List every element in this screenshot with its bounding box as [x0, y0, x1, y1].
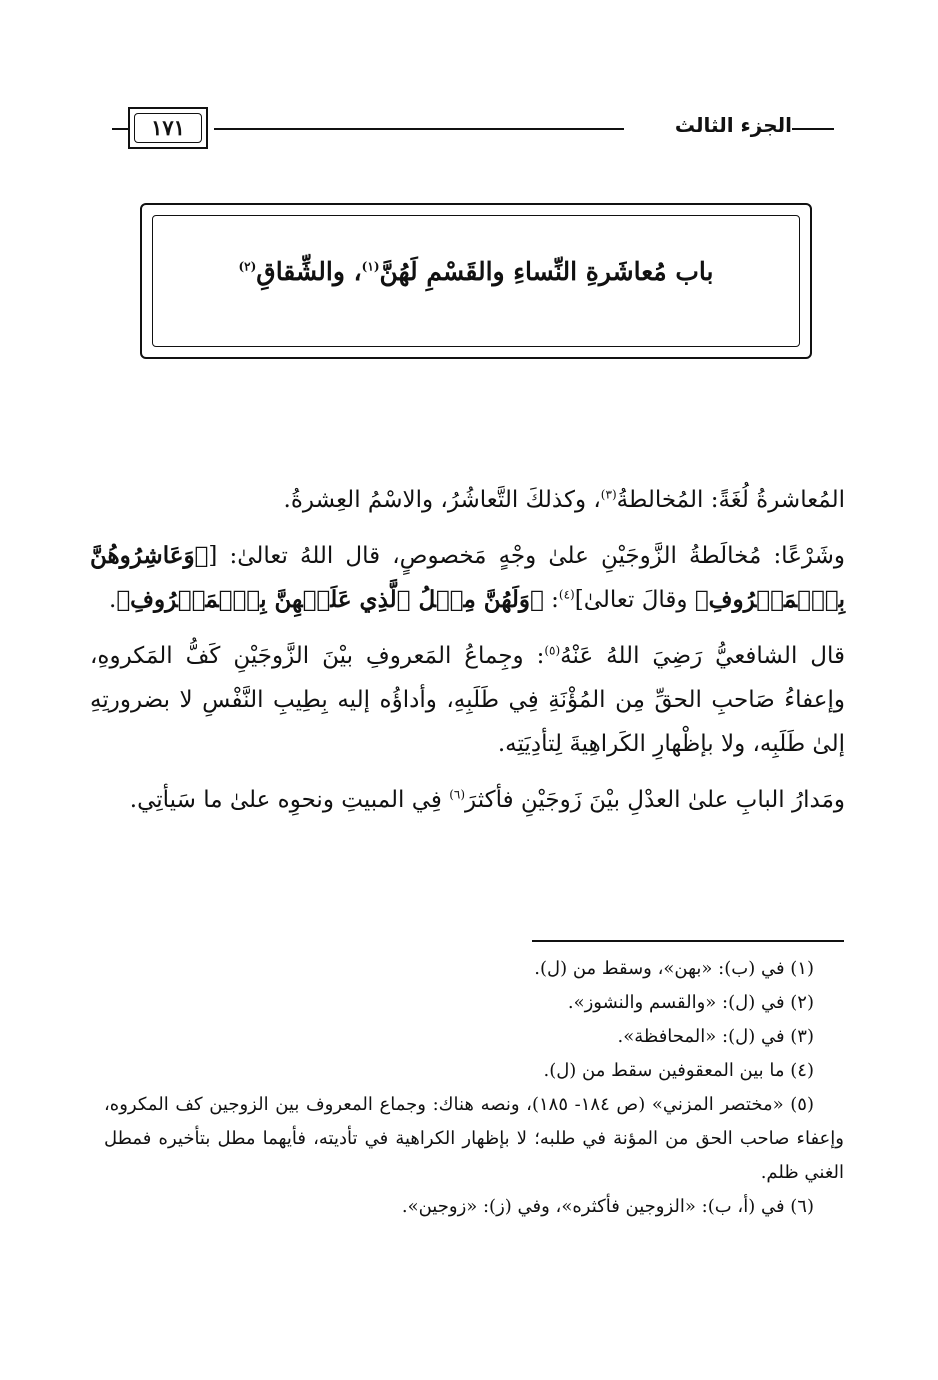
p1-text-b: ، وكذلكَ التَّعاشُرُ، والاسْمُ العِشرةُ. — [283, 487, 601, 513]
footnote-5: (٥) «مختصر المزني» (ص ١٨٤- ١٨٥)، ونصه هناك: وجماع المعروف بين الزوجين كف المكروه، وإعفاء صاحب الحق من المؤنة في طلبه؛ لا بإظهار الكراهية في تأديته، فأيهما مطل بتأخيره فمطل الغني ظلم. — [104, 1094, 844, 1183]
p2-text-a: وشَرْعًا: مُخالَطةُ الزَّوجَيْنِ علىٰ وجْهٍ مَخصوصٍ، قال اللهُ تعالىٰ: [ — [208, 543, 845, 569]
footnote-ref-5[interactable]: (٥) — [544, 643, 561, 658]
volume-title: الجزء الثالث — [674, 113, 792, 137]
chapter-title-frame — [140, 203, 812, 359]
footnotes — [104, 952, 844, 1224]
chapter-title — [142, 257, 810, 286]
footnote-3: (٣) في (ل): «المحافظة». — [617, 1026, 814, 1047]
footnote-ref-2[interactable]: (٢) — [238, 259, 257, 274]
quran-verse-2: ﴿وَلَهُنَّ مِثۡلُ ٱلَّذِي عَلَيۡهِنَّ بِٱلۡمَعۡرُوفِ﴾ — [116, 586, 544, 613]
quran-verse-1: ﴿وَعَاشِرُوهُنَّ بِٱلۡمَعۡرُوفِ﴾ — [90, 542, 845, 613]
p2-text-c: : — [543, 587, 559, 613]
main-text — [90, 478, 845, 834]
paragraph-shafii-quote — [90, 634, 845, 766]
header-rule-middle — [214, 128, 624, 130]
p2-text-d: . — [109, 587, 117, 613]
p4-text-b: فِي المبيتِ ونحوِه علىٰ ما سَيأتِي. — [129, 787, 450, 813]
p3-text-a: قال الشافعيُّ رَضِيَ اللهُ عَنْهُ — [560, 643, 845, 669]
footnote-2: (٢) في (ل): «والقسم والنشوز». — [567, 992, 814, 1013]
page-header — [112, 105, 852, 155]
footnote-4: (٤) ما بين المعقوفين سقط من (ل). — [543, 1060, 814, 1081]
footnote-6: (٦) في (أ، ب): «الزوجين فأكثره»، وفي (ز): «زوجين». — [401, 1196, 814, 1217]
footnote-ref-6[interactable]: (٦) — [449, 787, 466, 802]
footnote-separator — [532, 940, 844, 942]
page-number: ١٧١ — [151, 115, 185, 140]
paragraph-definition-sharia — [90, 534, 845, 622]
paragraph-definition-language — [90, 478, 845, 522]
footnote-ref-1[interactable]: (١) — [361, 259, 380, 274]
header-rule-left — [112, 128, 128, 130]
footnote-ref-3[interactable]: (٣) — [600, 487, 617, 502]
paragraph-chapter-scope — [90, 778, 845, 822]
footnote-1: (١) في (ب): «بهن»، وسقط من (ل). — [534, 958, 814, 979]
p1-text-a: المُعاشرةُ لُغَةً: المُخالطةُ — [616, 487, 845, 513]
chapter-title-part1: باب مُعاشَرةِ النِّساءِ والقَسْمِ لَهُنَّ — [379, 257, 714, 286]
p2-text-b: وقالَ تعالىٰ] — [574, 587, 695, 613]
footnote-ref-4[interactable]: (٤) — [558, 587, 575, 602]
page-number-box — [128, 107, 208, 149]
header-rule-right — [792, 128, 834, 130]
p4-text-a: ومَدارُ البابِ علىٰ العدْلِ بيْنَ زَوجَيْنِ فأكثرَ — [465, 787, 845, 813]
chapter-title-part2: ، والشِّقاقِ — [256, 257, 362, 286]
p3-text-b: : وجِماعُ المَعروفِ بيْنَ الزَّوجَيْنِ كَفُّ المَكروهِ، وإعفاءُ صَاحبِ الحقِّ مِن المُؤْنَةِ فِي طَلَبِهِ، وأداؤُه إليه بِطِيبِ النَّفْسِ لا بضرورتِهِ إلىٰ طَلَبِه، ولا بإظْهارِ الكَراهِيةَ لِتأدِيَتِه. — [90, 643, 845, 757]
